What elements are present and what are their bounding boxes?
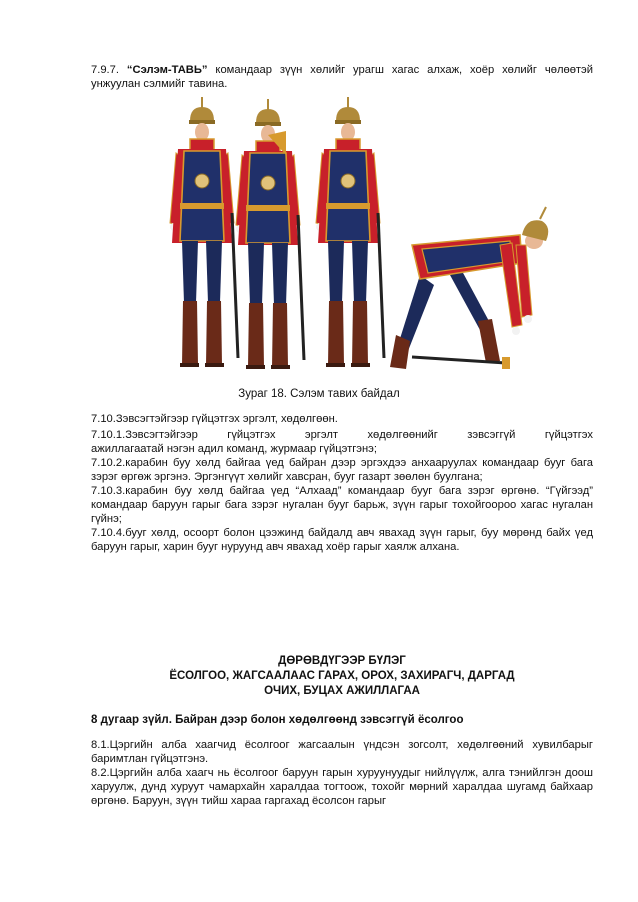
chapter-title-line2: ОЧИХ, БУЦАХ АЖИЛЛАГАА [264,685,420,697]
article-8-title: 8 дугаар зүйл. Байран дээр болон хөдөлгөөнд зэвсэггүй ёсолгоо [91,714,464,726]
chapter-number: ДӨРӨВДҮГЭЭР БҮЛЭГ [278,655,406,667]
soldier-figure-front [170,97,238,367]
soldier-figure-bending [390,207,548,369]
figure-caption: Зураг 18. Сэлэм тавих байдал [238,388,400,400]
paragraph-8-2-text: 8.2.Цэргийн алба хаагч нь ёсолгоог баруун гарын хуруунуудыг нийлүүлж, алга тэнийлгэн доош харуулж, дунд хуруут чамархайн харалдаа тогтоож, тохойг мөрний харалдаа шугамд байхаар өргөнө. Баруун [91,767,593,807]
paragraph-7-10-4: 7.10.4.бууг хөлд, осоорт болон цээжинд байдалд авч явахад зүүн гарыг, буу мөрөнд байх үед баруун гарыг, харин бууг нуруунд авч явахад хоёр гарыг хаялж алхана. [91,527,593,553]
paragraph-7-10-1-line1: 7.10.1.Зэвсэгтэйгээр гүйцэтгэх эргэлт хөдөлгөөнийг зэвсэггүй гүйцэтгэх [91,429,593,441]
paragraph-8-1: 8.1.Цэргийн алба хаагчид ёсолгоог жагсаалын үндсэн зогсолт, хөдөлгөөний хувилбарыг баримтлан гүйцэтгэнэ. [91,739,593,765]
paragraph-7-9-7 [91,63,593,91]
paragraph-7-10-1-line2: ажиллагаатай нэгэн адил команд, журмаар гүйцэтгэнэ; [91,443,377,455]
paragraph-7-10-3: 7.10.3.карабин буу хөлд байгаа үед “Алхаад” командаар бууг бага зэрэг өргөнө. “Гүйгээд” командаар баруун гарыг бага зэрэг нугалан бууг барьж, зүүн гарыг тохойгоороо хагас нугалан гүйнэ; [91,485,593,525]
paragraph-8-2 [91,766,593,808]
chapter-title-line1: ЁСОЛГОО, ЖАГСААЛААС ГАРАХ, ОРОХ, ЗАХИРАГЧ, ДАРГАД [169,670,515,682]
command-text: “Сэлэм-ТАВЬ” [126,64,208,76]
paragraph-text: командаар зүүн хөлийг урагш хагас алхаж, хоёр хөлийг чөлөөтэй унжуулан сэлмийг тавина. [91,64,593,90]
section-title-7-10: 7.10.Зэвсэгтэйгээр гүйцэтгэх эргэлт, хөдөлгөөн. [91,413,338,425]
soldier-figure-front-2 [316,97,384,367]
paragraph-number: 7.9.7. [91,64,127,76]
uniform-illustration [150,95,555,380]
paragraph-8-2-text-cont: , зүүн тийш хараа гаргахад ёсолсон гарыг [169,795,387,807]
soldier-figure-side [236,99,304,369]
paragraph-7-10-2: 7.10.2.карабин буу хөлд байгаа үед байран дээр эргэхдээ анхааруулах командаар бууг бага зэрэг өргөж эргэнэ. Эргэнгүүт хөлийг хавсран, бууг газарт зөөлөн буулгана; [91,457,593,483]
